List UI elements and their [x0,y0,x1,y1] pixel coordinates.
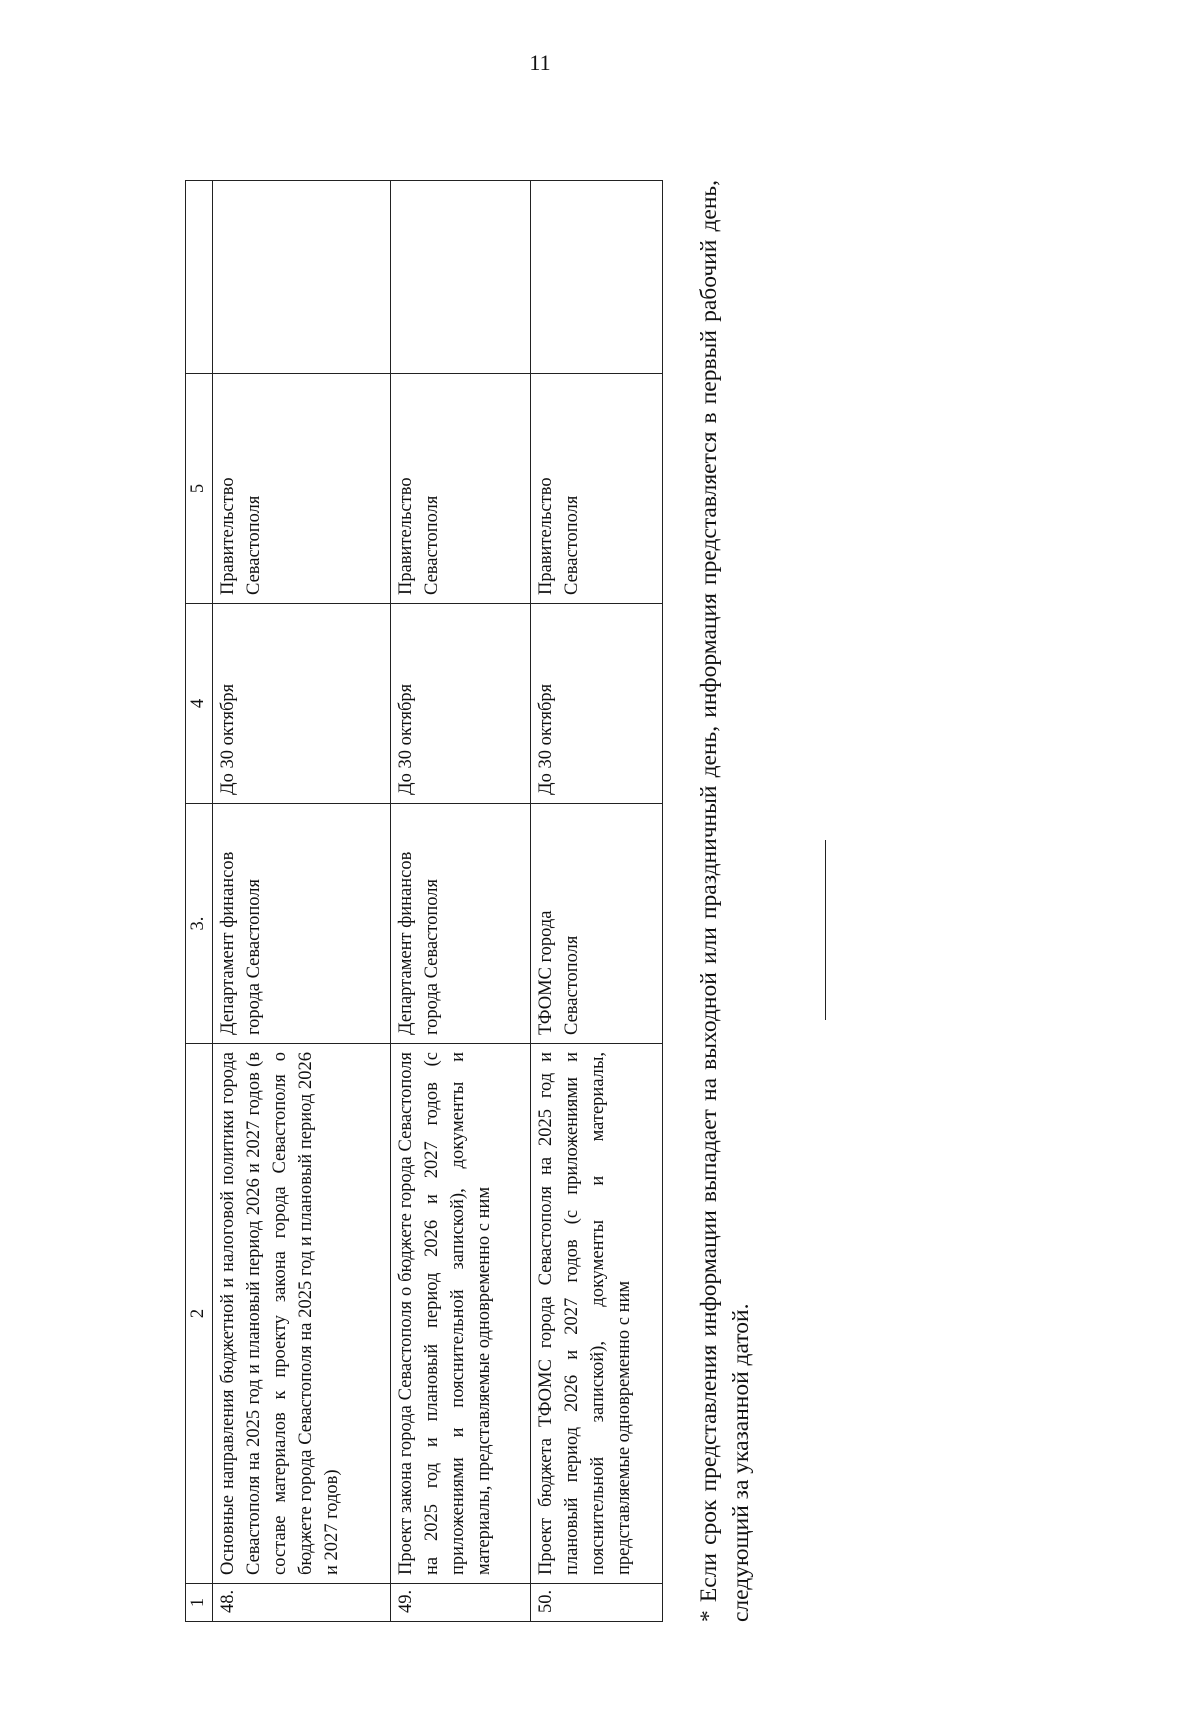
table-header-row [186,181,213,1622]
row-empty-cell [391,181,531,374]
row-deadline: До 30 октября [213,604,391,804]
row-description: Проект бюджета ТФОМС города Севастополя на 2025 год и плановый период 2026 и 2027 годов (с приложениями и пояснительной запиской), документы и материалы, представляемые одновременно с ним [531,1044,663,1584]
plan-table [185,180,663,1622]
table-row [391,181,531,1622]
row-number: 48. [213,1584,391,1622]
row-deadline: До 30 октября [531,604,663,804]
row-recipient: Правительство Севастополя [531,374,663,604]
header-cell: 1 [186,1584,213,1622]
end-divider [825,840,826,1020]
row-responsible: Департамент финансов города Севастополя [213,804,391,1044]
row-recipient: Правительство Севастополя [391,374,531,604]
row-responsible: ТФОМС города Севастополя [531,804,663,1044]
footnote: * Если срок представления информации выпадает на выходной или праздничный день, информация представляется в первый рабочий день, следующий за указанной датой. [696,180,754,1622]
header-cell: 3. [186,804,213,1044]
row-responsible: Департамент финансов города Севастополя [391,804,531,1044]
row-empty-cell [213,181,391,374]
row-deadline: До 30 октября [391,604,531,804]
rotated-content [185,120,815,1710]
header-cell: 2 [186,1044,213,1584]
page-number: 11 [529,50,551,75]
row-number: 50. [531,1584,663,1622]
row-number: 49. [391,1584,531,1622]
row-empty-cell [531,181,663,374]
header-cell-empty [186,181,213,374]
row-description: Основные направления бюджетной и налоговой политики города Севастополя на 2025 год и плановый период 2026 и 2027 годов (в составе материалов к проекту закона города Севастополя о бюджете города Севастополя на 2025 год и плановый период 2026 и 2027 годов) [213,1044,391,1584]
row-recipient: Правительство Севастополя [213,374,391,604]
header-cell: 4 [186,604,213,804]
row-description: Проект закона города Севастополя о бюджете города Севастополя на 2025 год и плановый период 2026 и 2027 годов (с приложениями и пояснительной запиской), документы и материалы, представляемые одновременно с ним [391,1044,531,1584]
table-row [531,181,663,1622]
table-row [213,181,391,1622]
header-cell: 5 [186,374,213,604]
